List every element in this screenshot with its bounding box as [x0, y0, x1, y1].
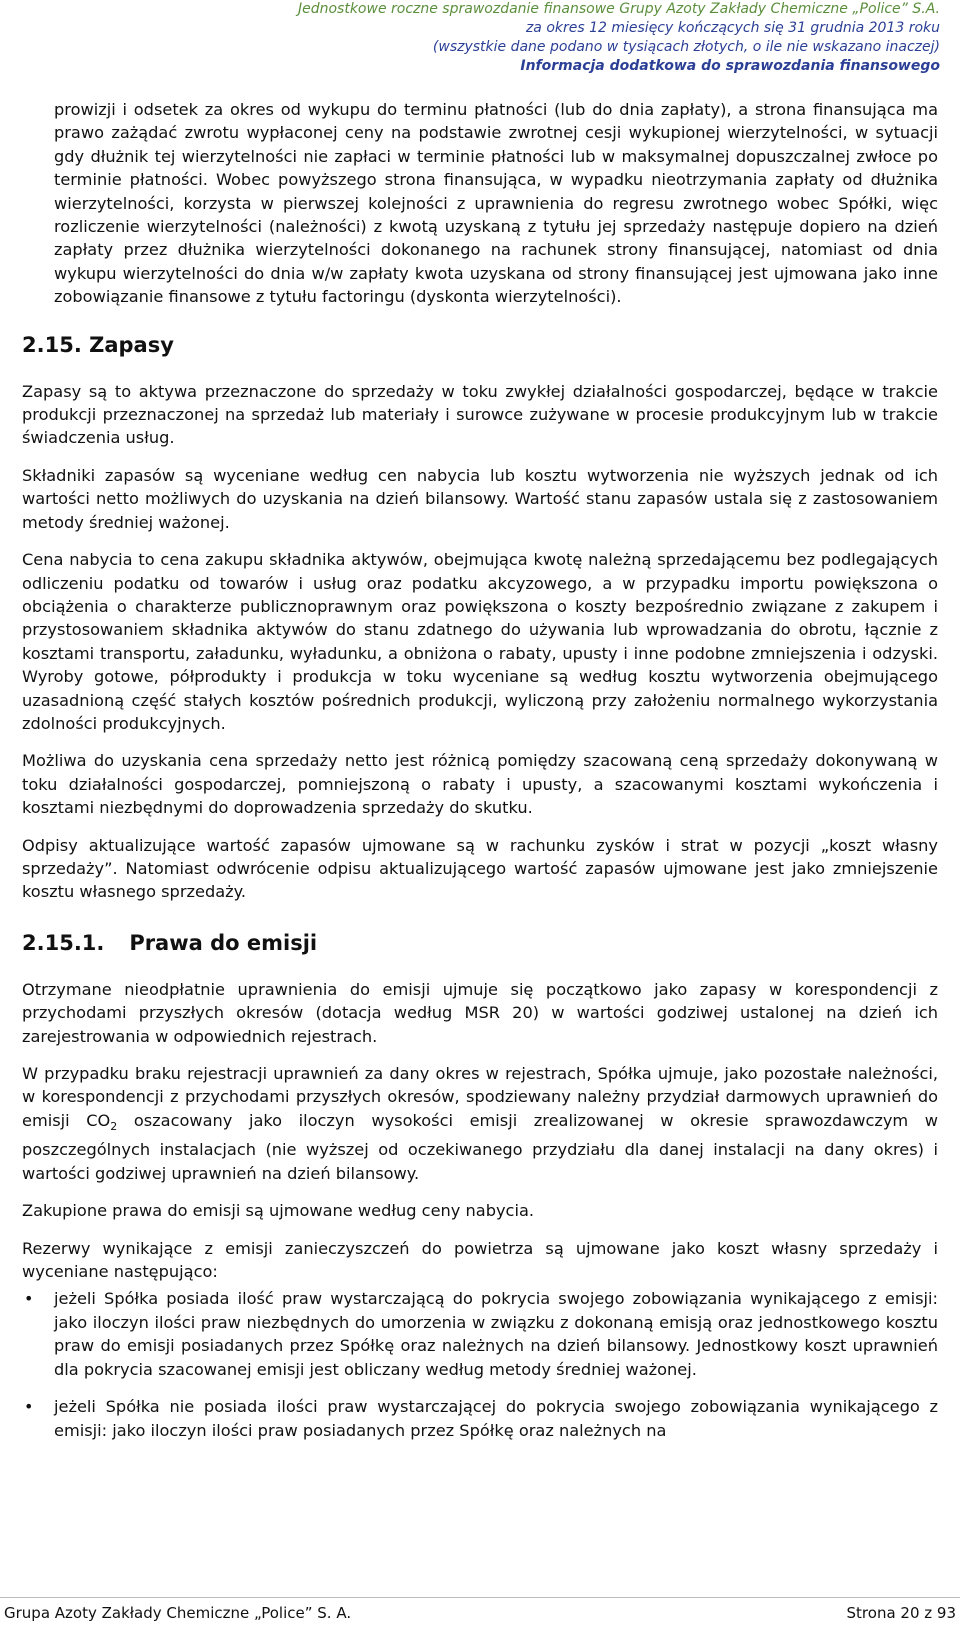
- paragraph: Rezerwy wynikające z emisji zanieczyszczeń do powietrza są ujmowane jako koszt własny sprzedaży i wyceniane następująco:: [22, 1238, 938, 1282]
- paragraph: Składniki zapasów są wyceniane według cen nabycia lub kosztu wytworzenia nie wyższych jednak od ich wartości netto możliwych do uzyskania na dzień bilansowy. Wartość stanu zapasów ustala się z zastosowaniem metody średniej ważonej.: [22, 465, 938, 532]
- section-number: 2.15.: [22, 332, 82, 357]
- footer-company: Grupa Azoty Zakłady Chemiczne „Police” S. A.: [4, 1604, 352, 1622]
- section-heading-2-15: [22, 332, 938, 358]
- list-item-text: jeżeli Spółka posiada ilość praw wystarczającą do pokrycia swojego zobowiązania wynikającego z emisji: jako iloczyn ilości praw niezbędnych do umorzenia w związku z dokonaną emisją oraz jednostkowego kosztu praw do emisji posiadanych przez Spółkę oraz należnych na dzień bilansowy. Jednostkowy koszt uprawnień dla pokrycia szacowanej emisji jest obliczany według metody średniej ważonej.: [54, 1289, 938, 1379]
- bullet-icon: •: [24, 1397, 34, 1417]
- section-title: Zapasy: [89, 332, 174, 357]
- list-item: [22, 1287, 938, 1381]
- bullet-list: [22, 1287, 938, 1441]
- paragraph-text: oszacowany jako iloczyn wysokości emisji zrealizowanej w okresie sprawozdawczym w poszczególnych instalacjach (nie wyższej od oczekiwanego przydziału dla danej instalacji na dany okres) i wartości godziwej uprawnień na dzień bilansowy.: [22, 1110, 938, 1183]
- paragraph: Odpisy aktualizujące wartość zapasów ujmowane są w rachunku zysków i strat w pozycji „koszt własny sprzedaży”. Natomiast odwrócenie odpisu aktualizującego wartość zapasów ujmowane jest jako zmniejszenie kosztu własnego sprzedaży.: [22, 835, 938, 902]
- subsection-number: 2.15.1.: [22, 930, 105, 955]
- header-report-title: Jednostkowe roczne sprawozdanie finansowe Grupy Azoty Zakłady Chemiczne „Police” S.A.: [297, 1, 940, 17]
- page-number: Strona 20 z 93: [846, 1604, 956, 1622]
- paragraph: Zapasy są to aktywa przeznaczone do sprzedaży w toku zwykłej działalności gospodarczej, będące w trakcie produkcji przeznaczonej na sprzedaż lub materiały i surowce zużywane w procesie produkcyjnym lub w trakcie świadczenia usług.: [22, 381, 938, 448]
- subscript: 2: [110, 1120, 118, 1134]
- paragraph: Zakupione prawa do emisji są ujmowane według ceny nabycia.: [22, 1201, 535, 1221]
- bullet-icon: •: [24, 1289, 34, 1309]
- header-units-note: (wszystkie dane podano w tysiącach złotych, o ile nie wskazano inaczej): [432, 39, 940, 55]
- header-section-name: Informacja dodatkowa do sprawozdania finansowego: [520, 58, 940, 74]
- intro-paragraph: prowizji i odsetek za okres od wykupu do terminu płatności (lub do dnia zapłaty), a strona finansująca ma prawo zażądać zwrotu wypłaconej ceny na podstawie zwrotnej cesji wykupionej wierzytelności, w sytuacji gdy dłużnik tej wierzytelności nie zapłaci w terminie płatności lub w maksymalnej dopuszczalnej zwłoce po terminie płatności. Wobec powyższego strona finansująca, w wypadku nieotrzymania zapłaty od dłużnika wierzytelności, korzysta w pierwszej kolejności z uprawnienia do regresu zwrotnego wobec Spółki, więc rozliczenie wierzytelności (należności) z kwotą uzyskaną z tytułu jej sprzedaży następuje dopiero na dzień zapłaty przez dłużnika wierzytelności dokonanego na rachunek strony finansującej, natomiast od dnia wykupu wierzytelności do dnia w/w zapłaty kwota uzyskana od strony finansującej jest ujmowana jako inne zobowiązanie finansowe z tytułu factoringu (dyskonta wierzytelności).: [54, 100, 938, 307]
- footer-divider: [0, 1597, 960, 1598]
- paragraph: [22, 1062, 938, 1185]
- paragraph-text: W przypadku braku rejestracji uprawnień za dany okres w rejestrach, Spółka ujmuje, jako pozostałe należności, w korespondencji z przychodami przyszłych okresów, spodziewany należny przydział darmowych uprawnień do emisji CO: [22, 1064, 938, 1130]
- paragraph: Możliwa do uzyskania cena sprzedaży netto jest różnicą pomiędzy szacowaną ceną sprzedaży dokonywaną w toku działalności gospodarczej, pomniejszoną o rabaty i upusty, a szacowanymi kosztami wykończenia i kosztami niezbędnymi do doprowadzenia sprzedaży do skutku.: [22, 751, 938, 818]
- header-period: za okres 12 miesięcy kończących się 31 grudnia 2013 roku: [525, 20, 940, 36]
- document-body: [22, 98, 938, 1442]
- page-header: [298, 0, 940, 76]
- paragraph: Otrzymane nieodpłatnie uprawnienia do emisji ujmuje się początkowo jako zapasy w korespondencji z przychodami przyszłych okresów (dotacja według MSR 20) w wartości godziwej ustalonej na dzień ich zarejestrowania w odpowiednich rejestrach.: [22, 979, 938, 1046]
- section-heading-2-15-1: [22, 930, 938, 956]
- subsection-title: Prawa do emisji: [129, 930, 318, 955]
- list-item: [22, 1395, 938, 1442]
- paragraph: Cena nabycia to cena zakupu składnika aktywów, obejmująca kwotę należną sprzedającemu bez podlegających odliczeniu podatku od towarów i usług oraz podatku akcyzowego, a w przypadku importu powiększona o obciążenia o charakterze publicznoprawnym oraz powiększona o koszty bezpośrednio związane z zakupem i przystosowaniem składnika aktywów do stanu zdatnego do używania lub wprowadzania do obrotu, łącznie z kosztami transportu, załadunku, wyładunku, a obniżona o rabaty, upusty i inne podobne zmniejszenia i odzyski. Wyroby gotowe, półprodukty i produkcja w toku wyceniane są według kosztu wytworzenia obejmującego uzasadnioną część stałych kosztów pośrednich produkcji, wyliczoną przy założeniu normalnego wykorzystania zdolności produkcyjnych.: [22, 550, 938, 733]
- list-item-text: jeżeli Spółka nie posiada ilości praw wystarczającej do pokrycia swojego zobowiązania wynikającego z emisji: jako iloczyn ilości praw posiadanych przez Spółkę oraz należnych na: [54, 1397, 938, 1440]
